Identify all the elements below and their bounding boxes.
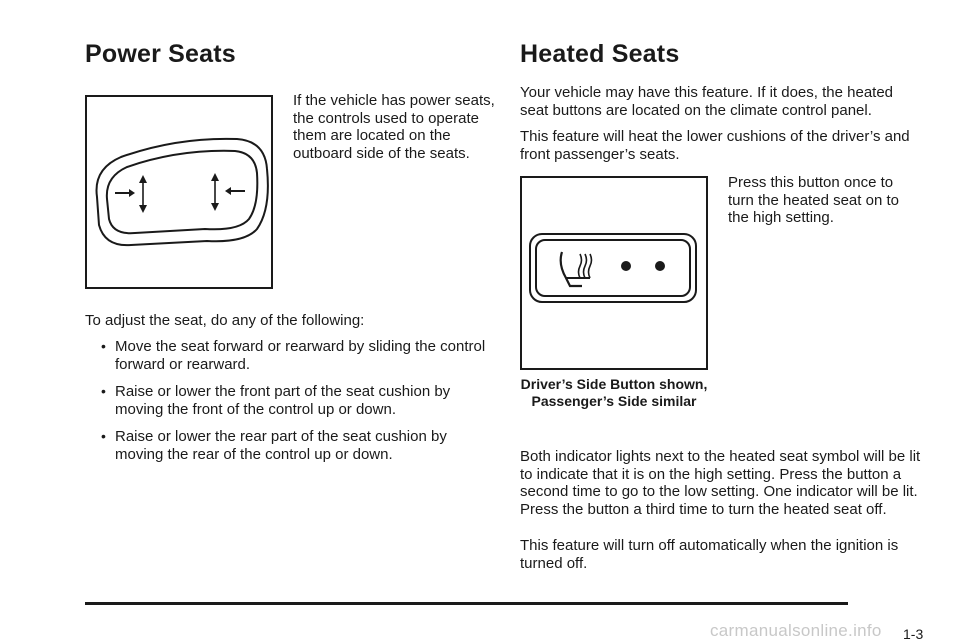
heated-seats-figure-side-text: Press this button once to turn the heated seat on to the high setting. [728, 174, 899, 226]
power-seat-control-icon [87, 97, 271, 287]
heated-seat-figure [520, 176, 708, 370]
power-seats-section [85, 40, 495, 463]
list-item [85, 383, 495, 418]
bullet-icon: • [101, 383, 106, 399]
section-title-power-seats: Power Seats [85, 40, 236, 68]
power-seat-figure [85, 95, 273, 289]
heated-seats-paragraph-2: This feature will heat the lower cushions of the driver’s and front passenger’s seats. [520, 128, 910, 163]
heated-seats-paragraph-3: Both indicator lights next to the heated seat symbol will be lit to indicate that it is on the high setting. Press the button a second time to go to the low setting. One indicator will be lit. Press the button a third time to turn the heated seat off. [520, 448, 921, 518]
heated-seats-paragraph-4: This feature will turn off automatically when the ignition is turned off. [520, 537, 899, 572]
bullet-icon: • [101, 338, 106, 354]
heated-seat-button-icon [522, 178, 706, 368]
heated-seats-figure-caption: Driver’s Side Button shown, Passenger’s Side similar [520, 376, 708, 409]
heated-seats-section [520, 40, 925, 572]
bullet-text: Raise or lower the rear part of the seat cushion by moving the rear of the control up or down. [115, 428, 447, 463]
list-item [85, 428, 495, 463]
list-item [85, 338, 495, 373]
watermark: carmanualsonline.info [710, 621, 882, 640]
bullet-text: Move the seat forward or rearward by sliding the control forward or rearward. [115, 338, 486, 373]
section-title-heated-seats: Heated Seats [520, 40, 680, 68]
page-number: 1-3 [903, 626, 924, 642]
power-seats-intro: To adjust the seat, do any of the following: [85, 312, 365, 329]
footer-rule [85, 602, 848, 605]
bullet-icon: • [101, 428, 106, 444]
bullet-text: Raise or lower the front part of the seat cushion by moving the front of the control up or down. [115, 383, 451, 418]
power-seats-bullet-list [85, 338, 495, 473]
power-seats-figure-caption: If the vehicle has power seats, the controls used to operate them are located on the outboard side of the seats. [293, 92, 495, 162]
heated-seats-paragraph-1: Your vehicle may have this feature. If it does, the heated seat buttons are located on the climate control panel. [520, 84, 894, 119]
